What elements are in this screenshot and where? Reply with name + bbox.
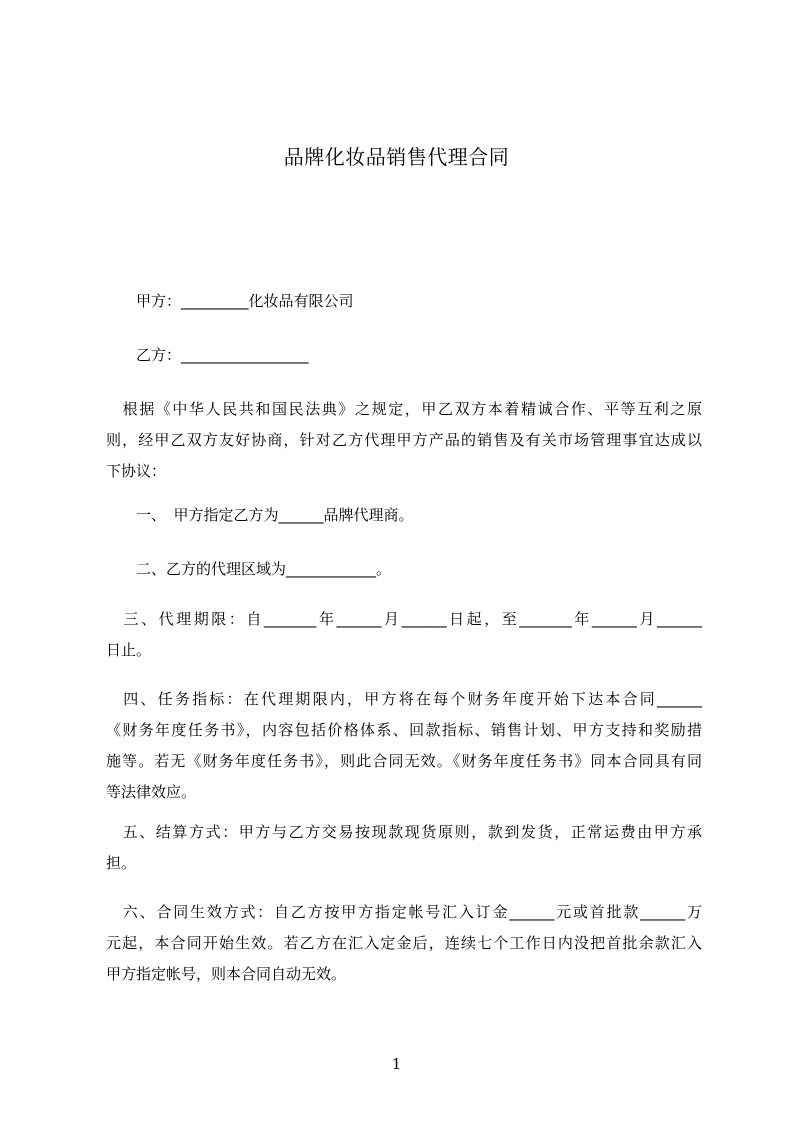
clause-4-line-4: 等法律效应。 [106, 783, 197, 801]
clause-5-line-2: 担。 [106, 854, 137, 872]
clause-3-line-2: 日止。 [106, 641, 152, 659]
clause-6-line-1: 六、合同生效方式：自乙方按甲方指定帐号汇入订金______元或首批款______万 [106, 903, 702, 921]
clause-2: 二、乙方的代理区域为____________。 [136, 560, 392, 578]
intro-line-3: 下协议： [106, 462, 167, 480]
clause-6-line-3: 甲方指定帐号，则本合同自动无效。 [106, 965, 347, 983]
clause-5-line-1: 五、结算方式：甲方与乙方交易按现款现货原则，款到发货，正常运费由甲方承 [106, 823, 702, 841]
clause-1: 一、 甲方指定乙方为______品牌代理商。 [136, 506, 414, 524]
clause-5-paragraph [106, 817, 702, 879]
intro-paragraph [106, 394, 702, 487]
clause-4-paragraph [106, 684, 702, 808]
page-number: 1 [391, 1055, 402, 1073]
clause-3-paragraph [106, 604, 702, 666]
clause-4-line-3: 施等。若无《财务年度任务书》，则此合同无效。《财务年度任务书》同本合同具有同 [106, 752, 702, 770]
contract-title: 品牌化妆品销售代理合同 [283, 145, 510, 169]
party-b-line: 乙方：_________________ [136, 346, 309, 364]
clause-3-line-1: 三、代理期限：自_______年______月______日起，至_______年______月______ [106, 610, 702, 628]
clause-6-paragraph [106, 897, 702, 990]
intro-line-1: 根据《中华人民共和国民法典》之规定，甲乙双方本着精诚合作、平等互利之原 [106, 400, 702, 418]
clause-4-line-2: 《财务年度任务书》，内容包括价格体系、回款指标、销售计划、甲方支持和奖励措 [106, 721, 702, 739]
clause-4-line-1: 四、任务指标：在代理期限内，甲方将在每个财务年度开始下达本合同______ [106, 690, 702, 708]
party-a-line: 甲方：_________化妆品有限公司 [136, 292, 354, 310]
clause-6-line-2: 元起，本合同开始生效。若乙方在汇入定金后，连续七个工作日内没把首批余款汇入 [106, 934, 702, 952]
intro-line-2: 则，经甲乙双方友好协商，针对乙方代理甲方产品的销售及有关市场管理事宜达成以 [106, 431, 702, 449]
